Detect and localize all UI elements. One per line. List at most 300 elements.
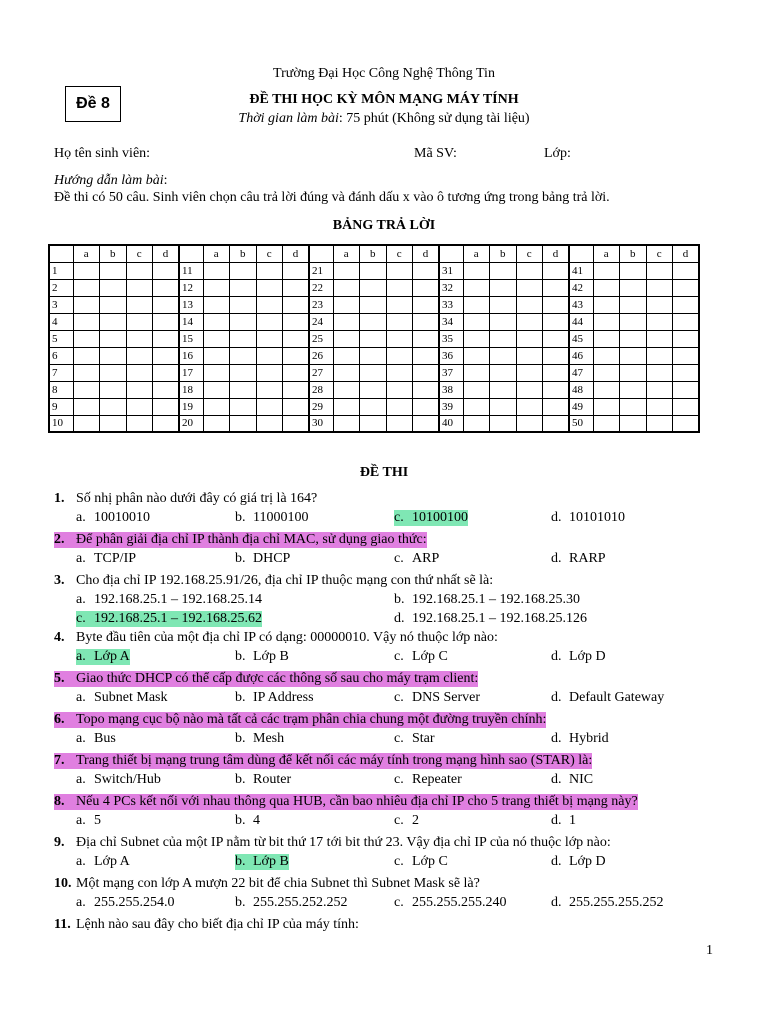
answer-option-a[interactable]	[76, 510, 150, 526]
answer-cell[interactable]	[256, 296, 283, 313]
answer-cell[interactable]	[646, 415, 673, 432]
answer-cell[interactable]	[620, 262, 647, 279]
answer-cell[interactable]	[126, 330, 153, 347]
answer-option-a[interactable]	[76, 592, 262, 608]
answer-cell[interactable]	[490, 381, 517, 398]
answer-cell[interactable]	[126, 262, 153, 279]
answer-cell[interactable]	[230, 313, 257, 330]
answer-cell[interactable]	[230, 398, 257, 415]
answer-cell[interactable]	[543, 296, 570, 313]
answer-cell[interactable]	[256, 347, 283, 364]
answer-cell[interactable]	[516, 415, 543, 432]
answer-option-b[interactable]	[235, 813, 260, 829]
answer-cell[interactable]	[516, 364, 543, 381]
answer-cell[interactable]	[126, 415, 153, 432]
answer-cell[interactable]	[333, 279, 360, 296]
option-text: IP Address	[253, 690, 314, 705]
question-number: 9.	[54, 835, 65, 850]
answer-cell[interactable]	[230, 381, 257, 398]
answer-option-a[interactable]	[76, 649, 130, 665]
answer-cell[interactable]	[203, 262, 230, 279]
answer-cell[interactable]	[463, 398, 490, 415]
answer-cell[interactable]	[386, 279, 413, 296]
answer-option-b[interactable]	[235, 772, 291, 788]
answer-cell[interactable]	[543, 313, 570, 330]
answer-cell[interactable]	[386, 330, 413, 347]
grid-header-row	[49, 245, 699, 262]
answer-option-d[interactable]	[551, 510, 625, 526]
answer-cell[interactable]	[230, 347, 257, 364]
grid-question-number: 30	[309, 415, 333, 432]
answer-cell[interactable]	[646, 313, 673, 330]
answer-option-a[interactable]	[76, 731, 116, 747]
answer-cell[interactable]	[516, 347, 543, 364]
answer-cell[interactable]	[593, 279, 620, 296]
answer-cell[interactable]	[360, 313, 387, 330]
answer-cell[interactable]	[230, 330, 257, 347]
answer-cell[interactable]	[283, 296, 310, 313]
answer-option-c[interactable]	[394, 854, 448, 870]
answer-cell[interactable]	[203, 381, 230, 398]
answer-cell[interactable]	[490, 296, 517, 313]
answer-cell[interactable]	[620, 330, 647, 347]
answer-cell[interactable]	[73, 415, 100, 432]
answer-option-c[interactable]	[394, 813, 419, 829]
answer-cell[interactable]	[73, 296, 100, 313]
grid-header-option: b	[100, 245, 127, 262]
answer-option-d[interactable]	[551, 813, 576, 829]
option-letter: b.	[235, 551, 246, 566]
answer-cell[interactable]	[360, 330, 387, 347]
answer-cell[interactable]	[256, 330, 283, 347]
answer-cell[interactable]	[620, 398, 647, 415]
answer-cell[interactable]	[126, 381, 153, 398]
answer-cell[interactable]	[646, 398, 673, 415]
grid-question-number: 23	[309, 296, 333, 313]
answer-cell[interactable]	[230, 296, 257, 313]
answer-cell[interactable]	[333, 347, 360, 364]
answer-option-a[interactable]	[76, 690, 168, 706]
answer-cell[interactable]	[543, 398, 570, 415]
answer-cell[interactable]	[203, 330, 230, 347]
answer-cell[interactable]	[100, 330, 127, 347]
answer-cell[interactable]	[413, 415, 440, 432]
question-number: 7.	[54, 753, 65, 768]
grid-question-number: 19	[179, 398, 203, 415]
answer-cell[interactable]	[126, 279, 153, 296]
answer-cell[interactable]	[153, 415, 180, 432]
answer-cell[interactable]	[153, 381, 180, 398]
option-letter: c.	[394, 813, 404, 828]
answer-option-d[interactable]	[394, 611, 587, 627]
time-value: : 75 phút (Không sử dụng tài liệu)	[338, 111, 530, 126]
answer-cell[interactable]	[593, 313, 620, 330]
answer-cell[interactable]	[230, 415, 257, 432]
answer-cell[interactable]	[153, 398, 180, 415]
answer-cell[interactable]	[73, 279, 100, 296]
answer-cell[interactable]	[646, 262, 673, 279]
answer-cell[interactable]	[360, 415, 387, 432]
answer-option-b[interactable]	[394, 592, 580, 608]
option-letter: b.	[235, 690, 246, 705]
answer-cell[interactable]	[360, 398, 387, 415]
answer-cell[interactable]	[333, 415, 360, 432]
option-text: Switch/Hub	[94, 772, 161, 787]
answer-cell[interactable]	[593, 347, 620, 364]
question-stem: Số nhị phân nào dưới đây có giá trị là 164?	[76, 491, 318, 506]
answer-cell[interactable]	[256, 279, 283, 296]
option-text: 5	[94, 813, 101, 828]
answer-cell[interactable]	[463, 262, 490, 279]
answer-cell[interactable]	[100, 313, 127, 330]
answer-option-d[interactable]	[551, 895, 664, 911]
answer-cell[interactable]	[100, 364, 127, 381]
answer-cell[interactable]	[620, 313, 647, 330]
option-text: Bus	[94, 731, 116, 746]
answer-cell[interactable]	[256, 364, 283, 381]
answer-cell[interactable]	[360, 279, 387, 296]
answer-cell[interactable]	[593, 381, 620, 398]
answer-cell[interactable]	[73, 330, 100, 347]
grid-question-number: 9	[49, 398, 73, 415]
instructions-label-text: Hướng dẫn làm bài	[54, 173, 164, 188]
answer-option-c[interactable]	[394, 690, 480, 706]
answer-cell[interactable]	[463, 313, 490, 330]
answer-option-c[interactable]	[394, 895, 507, 911]
answer-cell[interactable]	[516, 381, 543, 398]
answer-cell[interactable]	[360, 296, 387, 313]
answer-option-a[interactable]	[76, 813, 101, 829]
answer-cell[interactable]	[153, 330, 180, 347]
answer-cell[interactable]	[73, 364, 100, 381]
grid-row	[49, 364, 699, 381]
answer-cell[interactable]	[463, 381, 490, 398]
answer-cell[interactable]	[413, 381, 440, 398]
answer-cell[interactable]	[646, 330, 673, 347]
option-letter: c.	[394, 731, 404, 746]
answer-cell[interactable]	[543, 381, 570, 398]
option-letter: d.	[551, 551, 562, 566]
answer-cell[interactable]	[256, 398, 283, 415]
answer-option-d[interactable]	[551, 551, 606, 567]
answer-cell[interactable]	[543, 415, 570, 432]
answer-cell[interactable]	[516, 398, 543, 415]
answer-cell[interactable]	[543, 262, 570, 279]
answer-option-c[interactable]	[394, 649, 448, 665]
option-text: Lớp A	[94, 854, 130, 869]
answer-cell[interactable]	[283, 415, 310, 432]
answer-cell[interactable]	[673, 415, 700, 432]
answer-option-c[interactable]	[394, 731, 435, 747]
answer-cell[interactable]	[593, 415, 620, 432]
answer-cell[interactable]	[333, 296, 360, 313]
answer-cell[interactable]	[490, 415, 517, 432]
answer-cell[interactable]	[413, 364, 440, 381]
answer-cell[interactable]	[360, 364, 387, 381]
option-text: Lớp D	[569, 854, 606, 869]
option-text: NIC	[569, 772, 594, 787]
grid-row	[49, 296, 699, 313]
answer-cell[interactable]	[386, 415, 413, 432]
answer-option-b[interactable]	[235, 895, 348, 911]
answer-cell[interactable]	[646, 381, 673, 398]
answer-cell[interactable]	[490, 330, 517, 347]
answer-cell[interactable]	[673, 398, 700, 415]
answer-cell[interactable]	[593, 262, 620, 279]
answer-cell[interactable]	[256, 262, 283, 279]
answer-cell[interactable]	[463, 279, 490, 296]
answer-cell[interactable]	[333, 398, 360, 415]
answer-cell[interactable]	[593, 398, 620, 415]
answer-option-a[interactable]	[76, 895, 175, 911]
answer-option-c[interactable]	[394, 510, 468, 526]
answer-cell[interactable]	[153, 262, 180, 279]
answer-cell[interactable]	[490, 313, 517, 330]
grid-question-number: 24	[309, 313, 333, 330]
answer-cell[interactable]	[673, 347, 700, 364]
question-stem: Để phân giải địa chỉ IP thành địa chỉ MAC, sử dụng giao thức:	[76, 532, 427, 547]
question-text	[54, 573, 493, 589]
answer-cell[interactable]	[413, 262, 440, 279]
answer-cell[interactable]	[230, 364, 257, 381]
answer-cell[interactable]	[333, 330, 360, 347]
answer-cell[interactable]	[126, 398, 153, 415]
option-text: 192.168.25.1 – 192.168.25.14	[94, 592, 262, 607]
answer-cell[interactable]	[620, 364, 647, 381]
answer-cell[interactable]	[646, 296, 673, 313]
grid-row	[49, 279, 699, 296]
answer-cell[interactable]	[203, 279, 230, 296]
question-number: 11.	[54, 917, 71, 932]
answer-cell[interactable]	[100, 381, 127, 398]
answer-cell[interactable]	[73, 347, 100, 364]
grid-header-option: a	[203, 245, 230, 262]
option-letter: a.	[76, 690, 86, 705]
answer-cell[interactable]	[283, 262, 310, 279]
answer-cell[interactable]	[73, 381, 100, 398]
answer-cell[interactable]	[333, 262, 360, 279]
answer-cell[interactable]	[490, 262, 517, 279]
answer-cell[interactable]	[490, 364, 517, 381]
answer-cell[interactable]	[203, 415, 230, 432]
answer-option-d[interactable]	[551, 731, 609, 747]
answer-cell[interactable]	[620, 347, 647, 364]
answer-cell[interactable]	[673, 381, 700, 398]
answer-cell[interactable]	[126, 364, 153, 381]
answer-cell[interactable]	[203, 364, 230, 381]
option-letter: d.	[394, 611, 405, 626]
option-letter: a.	[76, 731, 86, 746]
answer-option-a[interactable]	[76, 551, 136, 567]
answer-cell[interactable]	[593, 364, 620, 381]
answer-cell[interactable]	[203, 347, 230, 364]
answer-cell[interactable]	[230, 262, 257, 279]
answer-cell[interactable]	[490, 398, 517, 415]
grid-question-number: 18	[179, 381, 203, 398]
answer-cell[interactable]	[516, 330, 543, 347]
answer-cell[interactable]	[203, 313, 230, 330]
answer-cell[interactable]	[386, 364, 413, 381]
answer-cell[interactable]	[256, 381, 283, 398]
answer-cell[interactable]	[283, 313, 310, 330]
grid-question-number: 44	[569, 313, 593, 330]
answer-option-b[interactable]	[235, 731, 284, 747]
option-text: 192.168.25.1 – 192.168.25.126	[412, 611, 587, 626]
answer-cell[interactable]	[673, 364, 700, 381]
answer-cell[interactable]	[413, 279, 440, 296]
answer-cell[interactable]	[153, 296, 180, 313]
answer-cell[interactable]	[463, 415, 490, 432]
answer-cell[interactable]	[413, 313, 440, 330]
answer-cell[interactable]	[333, 381, 360, 398]
answer-cell[interactable]	[593, 296, 620, 313]
answer-cell[interactable]	[100, 398, 127, 415]
answer-cell[interactable]	[543, 279, 570, 296]
answer-cell[interactable]	[283, 364, 310, 381]
option-text: Subnet Mask	[94, 690, 168, 705]
answer-cell[interactable]	[543, 364, 570, 381]
answer-cell[interactable]	[283, 381, 310, 398]
answer-cell[interactable]	[203, 398, 230, 415]
answer-cell[interactable]	[620, 415, 647, 432]
question-text	[54, 794, 638, 810]
answer-cell[interactable]	[646, 364, 673, 381]
grid-header-option: b	[620, 245, 647, 262]
answer-cell[interactable]	[386, 381, 413, 398]
answer-cell[interactable]	[126, 296, 153, 313]
instructions-text: Đề thi có 50 câu. Sinh viên chọn câu trả lời đúng và đánh dấu x vào ô tương ứng trong bảng trả lời.	[54, 190, 610, 205]
answer-cell[interactable]	[413, 296, 440, 313]
answer-cell[interactable]	[153, 347, 180, 364]
answer-cell[interactable]	[100, 347, 127, 364]
grid-question-number: 1	[49, 262, 73, 279]
answer-cell[interactable]	[463, 347, 490, 364]
answer-option-c[interactable]	[76, 611, 262, 627]
answer-cell[interactable]	[386, 262, 413, 279]
answer-grid	[48, 244, 700, 433]
grid-question-number: 50	[569, 415, 593, 432]
answer-cell[interactable]	[256, 415, 283, 432]
answer-cell[interactable]	[646, 279, 673, 296]
answer-cell[interactable]	[673, 296, 700, 313]
answer-cell[interactable]	[593, 330, 620, 347]
grid-header-option: a	[463, 245, 490, 262]
answer-cell[interactable]	[620, 296, 647, 313]
question-stem: Địa chỉ Subnet của một IP nằm từ bit thứ 17 tới bit thứ 23. Vậy địa chỉ IP của nó thuộc lớp nào:	[76, 835, 611, 850]
answer-cell[interactable]	[516, 262, 543, 279]
answer-cell[interactable]	[490, 347, 517, 364]
answer-option-c[interactable]	[394, 772, 462, 788]
answer-option-b[interactable]	[235, 649, 289, 665]
answer-cell[interactable]	[126, 347, 153, 364]
answer-cell[interactable]	[153, 313, 180, 330]
answer-cell[interactable]	[386, 398, 413, 415]
answer-cell[interactable]	[620, 279, 647, 296]
answer-cell[interactable]	[673, 313, 700, 330]
answer-cell[interactable]	[283, 347, 310, 364]
answer-cell[interactable]	[673, 279, 700, 296]
answer-cell[interactable]	[386, 296, 413, 313]
answer-cell[interactable]	[620, 381, 647, 398]
answer-option-d[interactable]	[551, 854, 606, 870]
answer-cell[interactable]	[333, 364, 360, 381]
answer-cell[interactable]	[100, 262, 127, 279]
grid-header-option: c	[646, 245, 673, 262]
answer-cell[interactable]	[413, 347, 440, 364]
answer-option-d[interactable]	[551, 649, 606, 665]
answer-cell[interactable]	[673, 262, 700, 279]
exam-code-box: Đề 8	[65, 86, 121, 122]
answer-cell[interactable]	[360, 347, 387, 364]
question-number: 5.	[54, 671, 65, 686]
answer-cell[interactable]	[333, 313, 360, 330]
answer-option-d[interactable]	[551, 772, 593, 788]
grid-question-number: 36	[439, 347, 463, 364]
answer-cell[interactable]	[516, 296, 543, 313]
answer-cell[interactable]	[283, 279, 310, 296]
answer-cell[interactable]	[413, 330, 440, 347]
answer-cell[interactable]	[386, 347, 413, 364]
answer-cell[interactable]	[203, 296, 230, 313]
answer-cell[interactable]	[673, 330, 700, 347]
answer-option-a[interactable]	[76, 772, 161, 788]
answer-cell[interactable]	[153, 279, 180, 296]
answer-cell[interactable]	[100, 415, 127, 432]
answer-cell[interactable]	[463, 296, 490, 313]
answer-cell[interactable]	[283, 330, 310, 347]
answer-cell[interactable]	[543, 330, 570, 347]
answer-option-b[interactable]	[235, 854, 289, 870]
answer-cell[interactable]	[126, 313, 153, 330]
grid-header-option: a	[593, 245, 620, 262]
grid-question-number: 27	[309, 364, 333, 381]
answer-cell[interactable]	[516, 313, 543, 330]
answer-cell[interactable]	[153, 364, 180, 381]
answer-cell[interactable]	[360, 262, 387, 279]
answer-option-b[interactable]	[235, 690, 314, 706]
answer-cell[interactable]	[646, 347, 673, 364]
answer-cell[interactable]	[256, 313, 283, 330]
answer-cell[interactable]	[73, 398, 100, 415]
answer-cell[interactable]	[283, 398, 310, 415]
answer-cell[interactable]	[490, 279, 517, 296]
answer-cell[interactable]	[73, 313, 100, 330]
option-letter: a.	[76, 592, 86, 607]
answer-cell[interactable]	[73, 262, 100, 279]
answer-cell[interactable]	[230, 279, 257, 296]
answer-cell[interactable]	[516, 279, 543, 296]
grid-row	[49, 398, 699, 415]
answer-option-b[interactable]	[235, 510, 308, 526]
answer-option-c[interactable]	[394, 551, 439, 567]
answer-cell[interactable]	[360, 381, 387, 398]
answer-cell[interactable]	[543, 347, 570, 364]
answer-cell[interactable]	[100, 296, 127, 313]
answer-cell[interactable]	[386, 313, 413, 330]
answer-cell[interactable]	[100, 279, 127, 296]
answer-option-b[interactable]	[235, 551, 290, 567]
option-letter: c.	[394, 690, 404, 705]
answer-option-a[interactable]	[76, 854, 130, 870]
answer-option-d[interactable]	[551, 690, 664, 706]
answer-cell[interactable]	[463, 364, 490, 381]
grid-question-number: 35	[439, 330, 463, 347]
answer-cell[interactable]	[463, 330, 490, 347]
answer-cell[interactable]	[413, 398, 440, 415]
option-letter: a.	[76, 813, 86, 828]
option-letter: c.	[394, 854, 404, 869]
question-stem: Trang thiết bị mạng trung tâm dùng để kết nối các máy tính trong mạng hình sao (STAR) là:	[76, 753, 593, 768]
